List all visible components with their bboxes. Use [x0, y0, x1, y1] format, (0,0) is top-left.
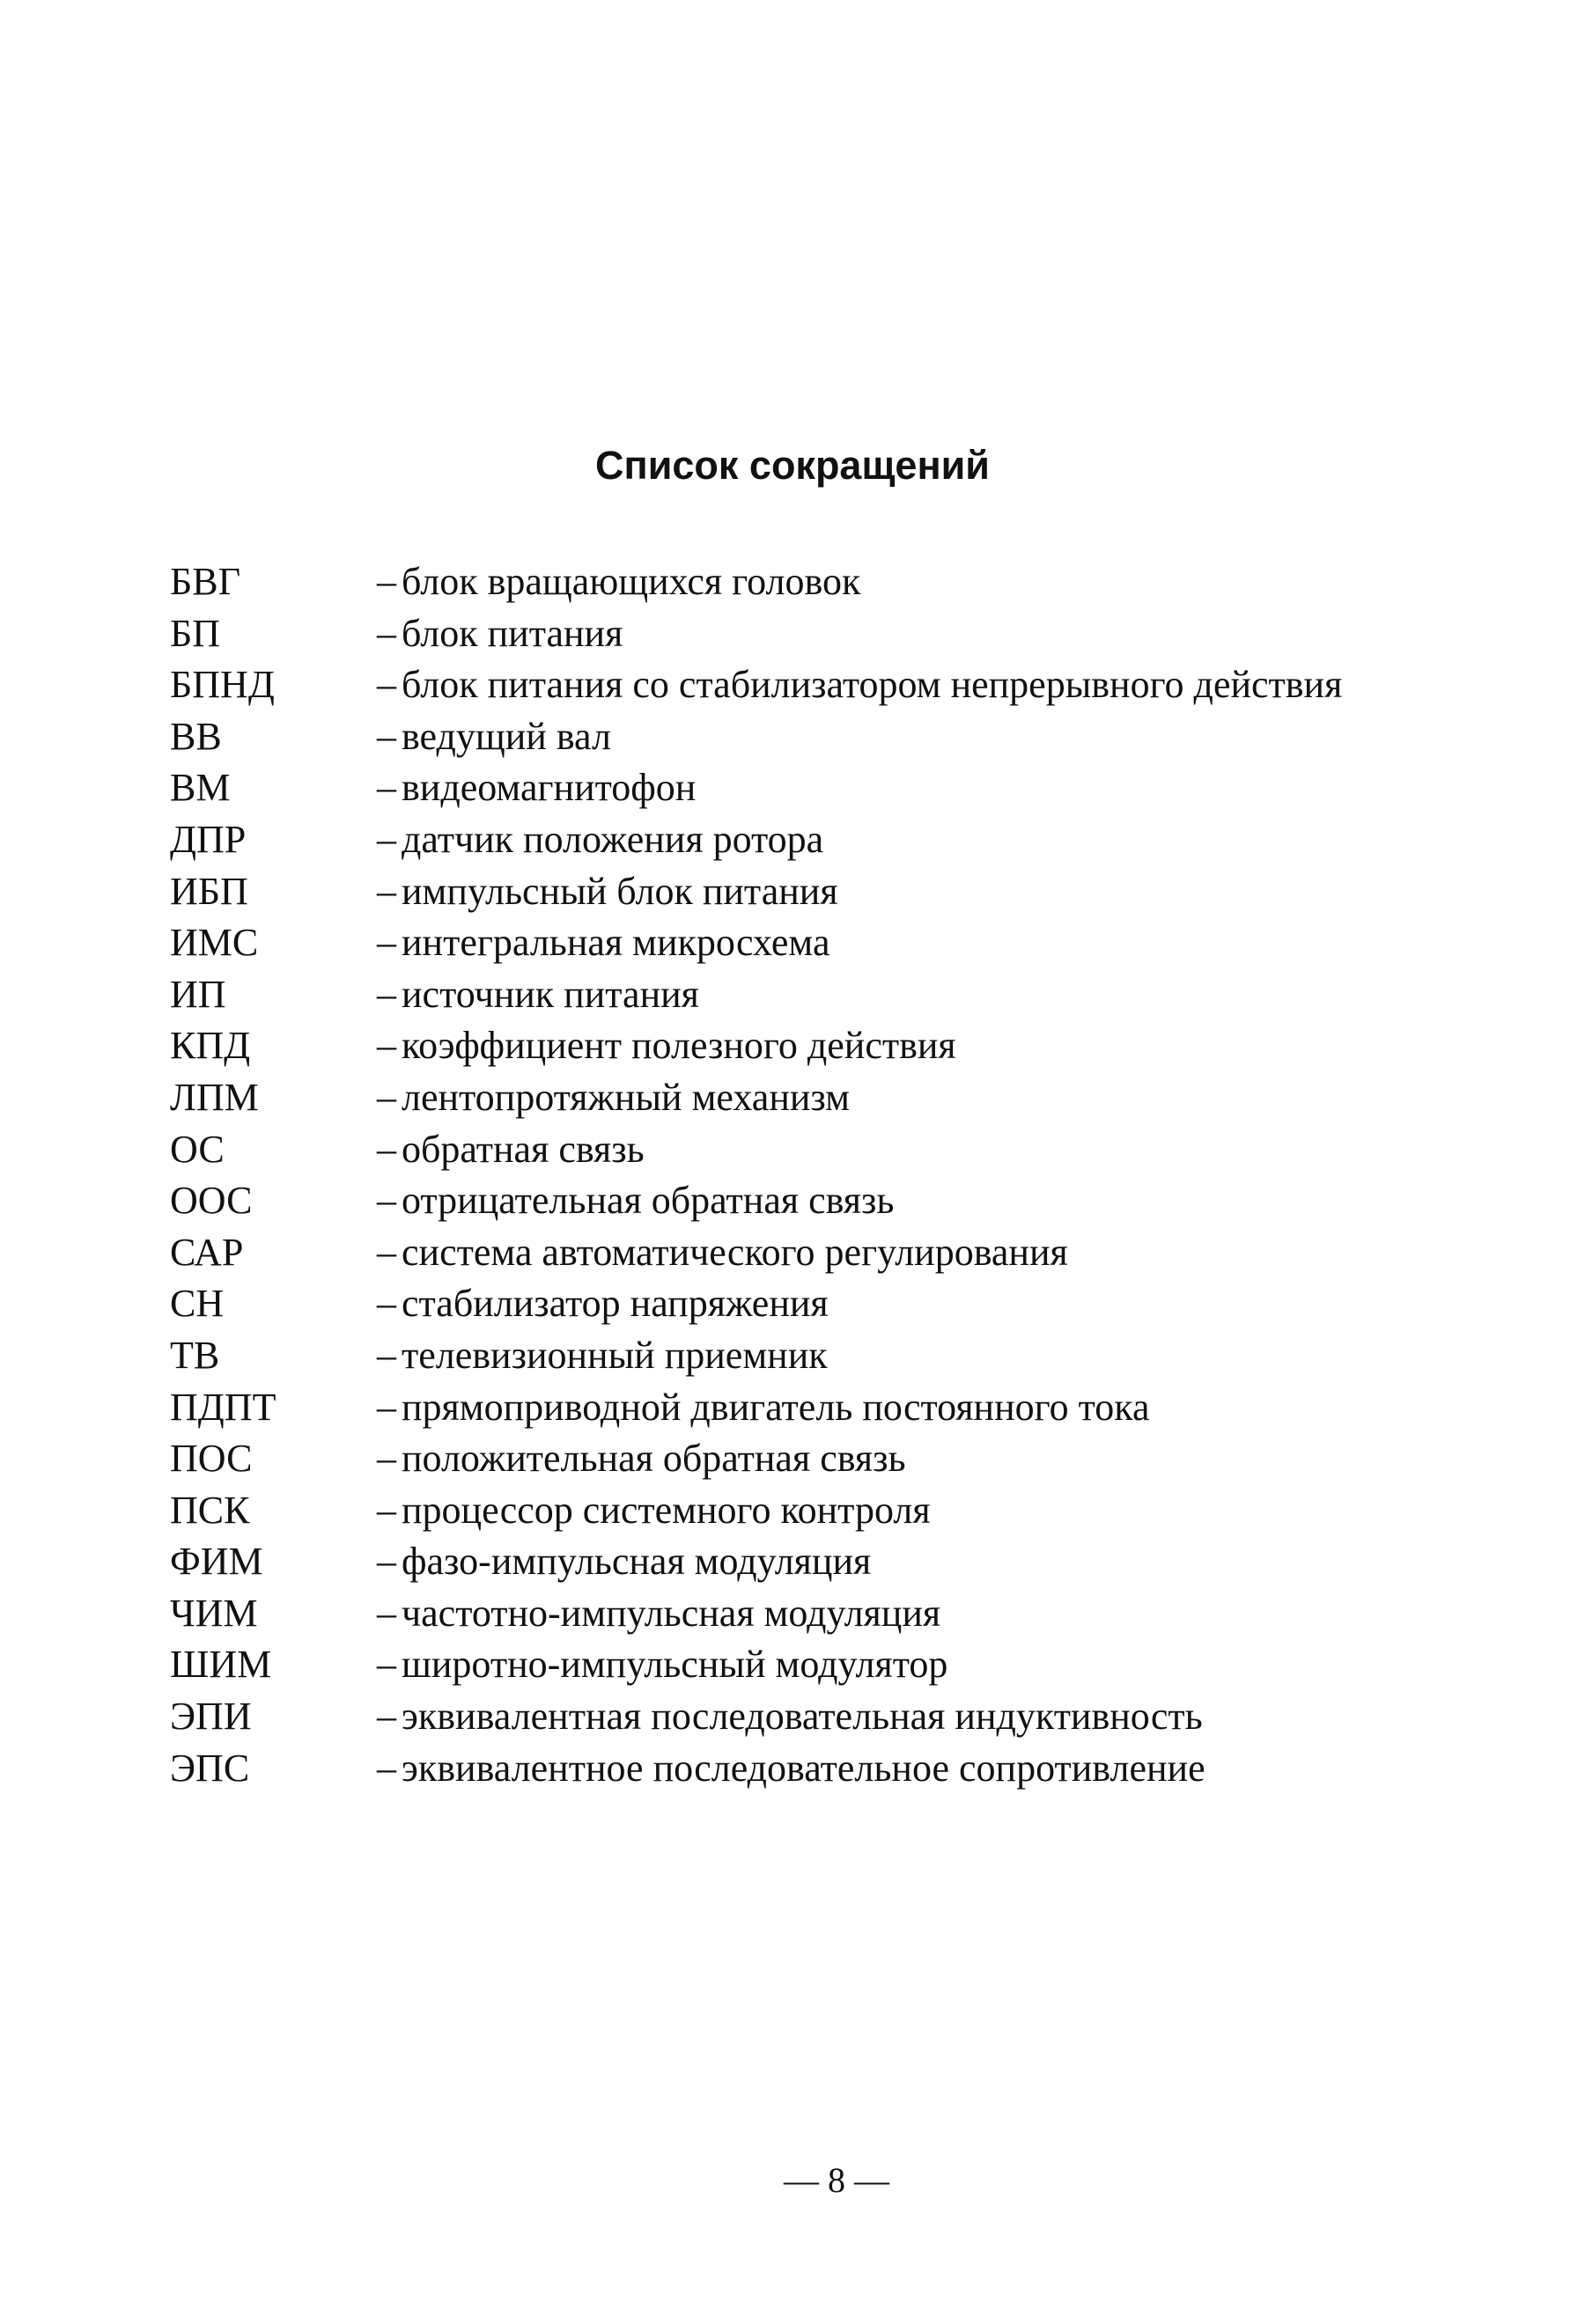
abbreviation-term: ЭПС: [170, 1746, 250, 1790]
dash-separator: –: [377, 869, 396, 913]
abbreviation-term: ПСК: [170, 1488, 250, 1532]
abbreviation-term: ИБП: [170, 869, 248, 913]
abbreviation-row: [170, 1330, 1508, 1382]
abbreviation-definition: обратная связь: [402, 1127, 645, 1171]
abbreviation-term: ЧИМ: [170, 1591, 258, 1635]
dash-separator: –: [377, 972, 396, 1016]
page-number: — 8 —: [784, 2160, 889, 2200]
abbreviation-row: [170, 608, 1508, 660]
abbreviation-term: ИП: [170, 972, 226, 1016]
dash-separator: –: [377, 1591, 396, 1635]
dash-separator: –: [377, 1385, 396, 1429]
dash-separator: –: [377, 1695, 396, 1739]
abbreviation-definition: частотно-импульсная модуляция: [402, 1591, 941, 1635]
abbreviation-definition: ведущий вал: [402, 714, 611, 758]
abbreviation-definition: широтно-импульсный модулятор: [402, 1643, 948, 1687]
dash-separator: –: [377, 817, 396, 861]
dash-separator: –: [377, 766, 396, 810]
abbreviation-term: БП: [170, 611, 221, 655]
dash-separator: –: [377, 714, 396, 758]
abbreviation-term: ОС: [170, 1127, 225, 1171]
dash-separator: –: [377, 663, 396, 707]
dash-separator: –: [377, 1333, 396, 1377]
abbreviation-row: [170, 1382, 1508, 1434]
abbreviation-row: [170, 556, 1508, 608]
abbreviation-definition: блок питания со стабилизатором непрерывного действия: [402, 663, 1343, 707]
abbreviation-row: [170, 1227, 1508, 1279]
abbreviation-row: [170, 866, 1508, 918]
abbreviation-term: ПОС: [170, 1437, 253, 1481]
abbreviation-row: [170, 1536, 1508, 1588]
abbreviation-term: ВМ: [170, 766, 231, 810]
abbreviation-row: [170, 659, 1508, 711]
abbreviation-definition: видеомагнитофон: [402, 766, 697, 810]
abbreviation-definition: отрицательная обратная связь: [402, 1179, 895, 1223]
abbreviation-row: [170, 1485, 1508, 1537]
abbreviation-row: [170, 1020, 1508, 1072]
abbreviation-row: [170, 1588, 1508, 1640]
abbreviation-definition: эквивалентная последовательная индуктивность: [402, 1695, 1203, 1739]
abbreviation-row: [170, 917, 1508, 969]
abbreviation-row: [170, 1072, 1508, 1124]
abbreviation-term: ООС: [170, 1179, 253, 1223]
dash-separator: –: [377, 1075, 396, 1119]
abbreviation-row: [170, 762, 1508, 814]
abbreviation-term: ЛПМ: [170, 1075, 259, 1119]
dash-separator: –: [377, 560, 396, 603]
abbreviation-row: [170, 1124, 1508, 1176]
abbreviation-term: ТВ: [170, 1333, 220, 1377]
abbreviation-term: ПДПТ: [170, 1385, 276, 1429]
abbreviation-row: [170, 814, 1508, 866]
abbreviation-term: БВГ: [170, 560, 241, 603]
page-title: Список сокращений: [595, 443, 990, 488]
abbreviation-row: [170, 1639, 1508, 1691]
abbreviation-definition: интегральная микросхема: [402, 921, 830, 965]
abbreviation-row: [170, 969, 1508, 1021]
abbreviation-term: ВВ: [170, 714, 222, 758]
abbreviation-row: [170, 1278, 1508, 1330]
abbreviation-term: ДПР: [170, 817, 247, 861]
abbreviation-definition: лентопротяжный механизм: [402, 1075, 851, 1119]
abbreviation-definition: стабилизатор напряжения: [402, 1282, 829, 1326]
dash-separator: –: [377, 1024, 396, 1068]
abbreviation-definition: импульсный блок питания: [402, 869, 838, 913]
abbreviation-definition: источник питания: [402, 972, 699, 1016]
abbreviation-term: ФИМ: [170, 1540, 263, 1584]
abbreviation-row: [170, 1175, 1508, 1227]
abbreviation-term: СН: [170, 1282, 225, 1326]
abbreviation-term: ШИМ: [170, 1643, 272, 1687]
abbreviation-list: [170, 556, 1508, 1794]
dash-separator: –: [377, 1230, 396, 1274]
abbreviation-row: [170, 1691, 1508, 1743]
dash-separator: –: [377, 1437, 396, 1481]
abbreviation-definition: датчик положения ротора: [402, 817, 824, 861]
dash-separator: –: [377, 1282, 396, 1326]
abbreviation-definition: процессор системного контроля: [402, 1488, 931, 1532]
dash-separator: –: [377, 1179, 396, 1223]
abbreviation-definition: эквивалентное последовательное сопротивление: [402, 1746, 1205, 1790]
abbreviation-definition: прямоприводной двигатель постоянного тока: [402, 1385, 1150, 1429]
dash-separator: –: [377, 1643, 396, 1687]
dash-separator: –: [377, 921, 396, 965]
abbreviation-row: [170, 1743, 1508, 1795]
abbreviation-term: КПД: [170, 1024, 251, 1068]
abbreviation-definition: блок вращающихся головок: [402, 560, 861, 603]
abbreviation-term: ИМС: [170, 921, 259, 965]
abbreviation-definition: фазо-импульсная модуляция: [402, 1540, 872, 1584]
abbreviation-term: ЭПИ: [170, 1695, 252, 1739]
dash-separator: –: [377, 1127, 396, 1171]
dash-separator: –: [377, 611, 396, 655]
dash-separator: –: [377, 1488, 396, 1532]
abbreviation-definition: система автоматического регулирования: [402, 1230, 1068, 1274]
abbreviation-row: [170, 1433, 1508, 1485]
dash-separator: –: [377, 1746, 396, 1790]
abbreviation-definition: блок питания: [402, 611, 623, 655]
dash-separator: –: [377, 1540, 396, 1584]
abbreviation-term: БПНД: [170, 663, 275, 707]
abbreviation-definition: положительная обратная связь: [402, 1437, 906, 1481]
abbreviation-term: САР: [170, 1230, 244, 1274]
abbreviation-row: [170, 711, 1508, 763]
abbreviation-definition: телевизионный приемник: [402, 1333, 828, 1377]
abbreviation-definition: коэффициент полезного действия: [402, 1024, 956, 1068]
